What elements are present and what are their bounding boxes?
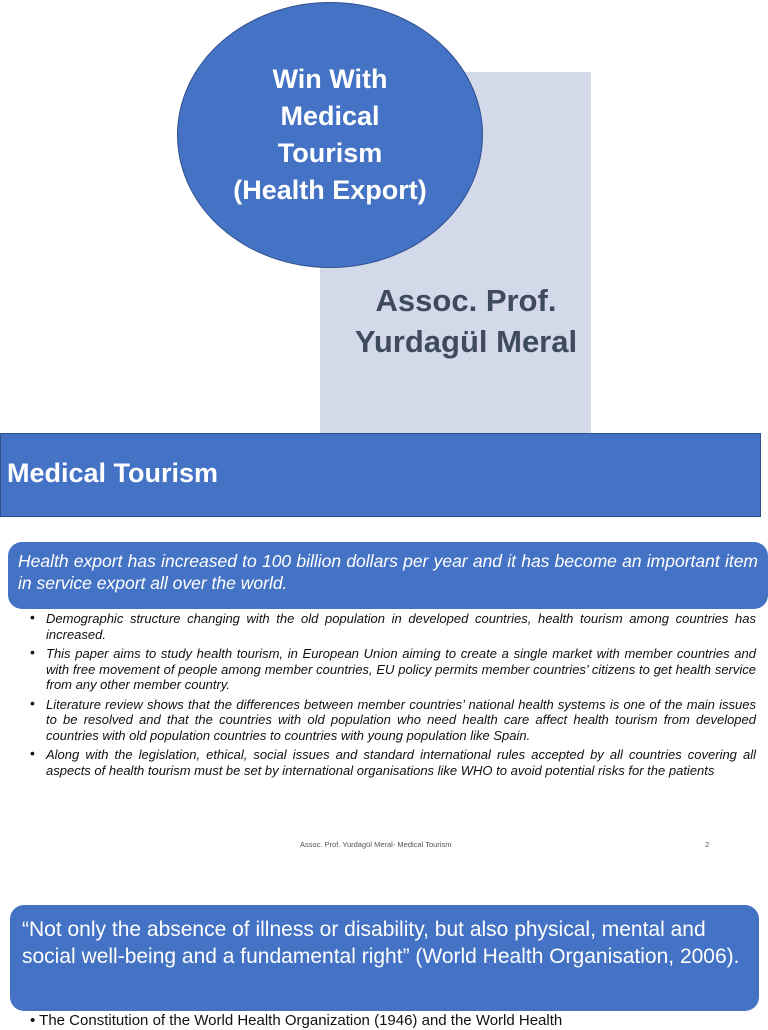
bullet-text: Demographic structure changing with the old population in developed countries, health tourism among countries has increased.	[46, 611, 756, 642]
bullet-text: The Constitution of the World Health Organization (1946) and the World Health	[39, 1012, 563, 1029]
bullet-marker: •	[30, 1012, 36, 1029]
title-circle	[177, 2, 483, 268]
bullet-marker: •	[30, 644, 35, 660]
bullet-text: This paper aims to study health tourism, in European Union aiming to create a single market with member countries and with free movement of people among member countries, EU policy permits member countries’ citizens to get health service from any other member country.	[46, 646, 756, 692]
list-item	[30, 694, 756, 744]
quote-text: “Not only the absence of illness or disability, but also physical, mental and social well-being and a fundamental right” (World Health Organisation, 2006).	[22, 918, 740, 968]
slide-title: Win With Medical Tourism (Health Export)	[233, 64, 427, 205]
list-item	[30, 646, 756, 693]
bullet-list	[30, 611, 756, 782]
section-title: Medical Tourism	[7, 458, 219, 488]
bullet-marker: •	[30, 694, 35, 711]
callout-text: Health export has increased to 100 billion dollars per year and it has become an important item in service export all over the world.	[18, 551, 758, 593]
list-item	[30, 1012, 756, 1030]
page-number: 2	[705, 840, 710, 849]
bullet-marker: •	[30, 745, 35, 761]
bullet-text: Along with the legislation, ethical, social issues and standard international rules accepted by all countries covering all aspects of health tourism must be set by international organisations like WHO to avoid potential risks for the patients	[46, 747, 756, 778]
health-export-callout	[8, 542, 768, 609]
slide-footer: Assoc. Prof. Yurdagül Meral- Medical Tourism	[300, 840, 452, 849]
list-item	[30, 611, 756, 642]
list-item	[30, 747, 756, 778]
author-name: Assoc. Prof. Yurdagül Meral	[354, 283, 578, 359]
bullet-marker: •	[30, 609, 35, 625]
who-quote-callout	[10, 905, 759, 1011]
bullet-text: Literature review shows that the differences between member countries’ national health systems is one of the main issues to be resolved and that the countries with old population who need health care affect health tourism from developed countries with old population countries to countries with young population like Spain.	[46, 696, 756, 743]
